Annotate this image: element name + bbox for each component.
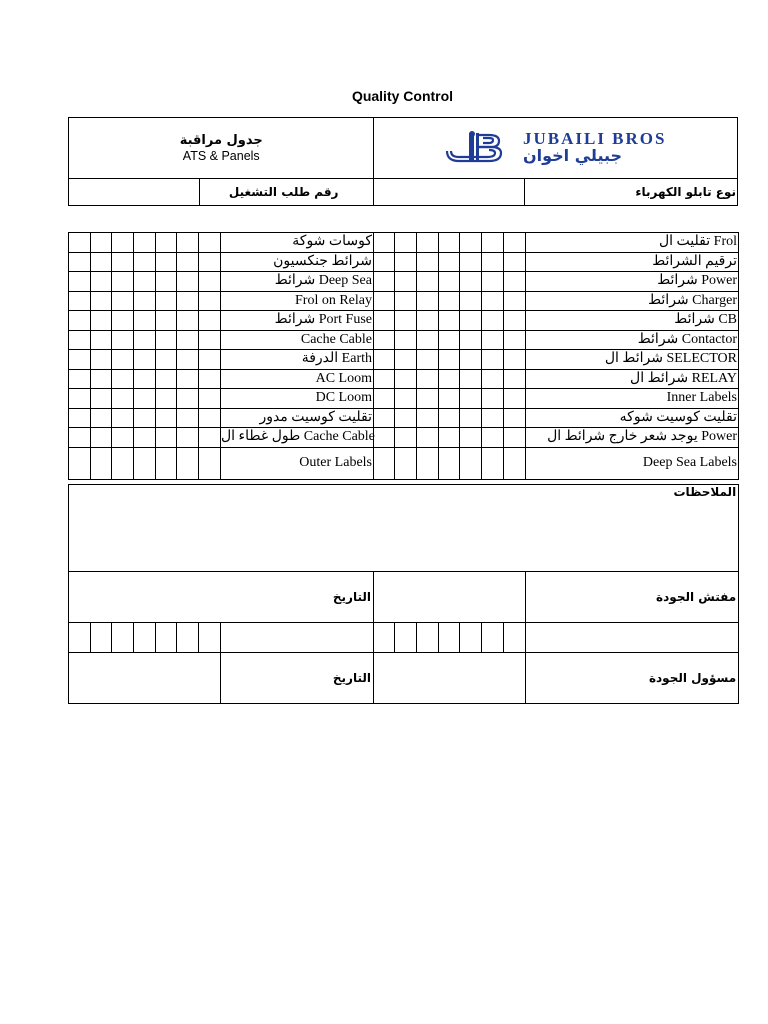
check-box-cell[interactable]: [91, 428, 112, 448]
check-box-cell[interactable]: [482, 272, 504, 292]
check-box-cell[interactable]: [417, 233, 439, 253]
check-box-cell[interactable]: [69, 369, 91, 389]
check-box-cell[interactable]: [69, 272, 91, 292]
right-item-label: تقليت كوسيت شوكه: [526, 408, 739, 428]
grid-cell[interactable]: [504, 623, 526, 653]
check-box-cell[interactable]: [199, 447, 221, 479]
check-box-cell[interactable]: [177, 252, 199, 272]
check-box-cell[interactable]: [134, 291, 156, 311]
check-box-cell[interactable]: [374, 272, 395, 292]
grid-cell[interactable]: [417, 623, 439, 653]
grid-cell[interactable]: [482, 623, 504, 653]
check-box-cell[interactable]: [156, 330, 177, 350]
left-item-label: شرائط Deep Sea: [221, 272, 374, 292]
check-box-cell[interactable]: [460, 311, 482, 331]
inspector-signature[interactable]: [374, 572, 526, 623]
check-box-cell[interactable]: [91, 408, 112, 428]
left-item-label: Cache Cable: [221, 330, 374, 350]
right-item-label: شرائط Contactor: [526, 330, 739, 350]
company-logo: [374, 131, 737, 165]
check-box-cell[interactable]: [395, 389, 417, 409]
date-cell-1[interactable]: [69, 572, 374, 623]
check-box-cell[interactable]: [199, 389, 221, 409]
check-box-cell[interactable]: [460, 233, 482, 253]
right-item-label: شرائط Charger: [526, 291, 739, 311]
notes-area[interactable]: [69, 485, 739, 572]
right-item-label: شرائط ال SELECTOR: [526, 350, 739, 370]
logo-name-english: JUBAILI BROS: [522, 129, 667, 148]
check-box-cell[interactable]: [112, 428, 134, 448]
table-row: [69, 291, 739, 311]
table-row: [69, 350, 739, 370]
check-box-cell[interactable]: [199, 369, 221, 389]
form-name-cell: [69, 118, 374, 179]
check-box-cell[interactable]: [69, 408, 91, 428]
check-box-cell[interactable]: [504, 252, 526, 272]
check-box-cell[interactable]: [199, 428, 221, 448]
check-box-cell[interactable]: [460, 408, 482, 428]
check-box-cell[interactable]: [112, 291, 134, 311]
check-box-cell[interactable]: [134, 330, 156, 350]
footer-table: [68, 484, 739, 704]
logo-name-arabic: جبيلي اخوان: [522, 146, 623, 165]
check-box-cell[interactable]: [482, 428, 504, 448]
check-box-cell[interactable]: [374, 252, 395, 272]
check-box-cell[interactable]: [417, 447, 439, 479]
check-box-cell[interactable]: [112, 233, 134, 253]
check-box-cell[interactable]: [199, 330, 221, 350]
check-box-cell[interactable]: [199, 408, 221, 428]
check-box-cell[interactable]: [156, 291, 177, 311]
grid-cell[interactable]: [134, 623, 156, 653]
check-box-cell[interactable]: [134, 311, 156, 331]
check-box-cell[interactable]: [504, 233, 526, 253]
logo-cell: [374, 118, 738, 179]
check-box-cell[interactable]: [504, 272, 526, 292]
check-box-cell[interactable]: [417, 291, 439, 311]
table-row: [69, 311, 739, 331]
check-box-cell[interactable]: [156, 369, 177, 389]
left-item-label: DC Loom: [221, 389, 374, 409]
check-box-cell[interactable]: [374, 389, 395, 409]
check-box-cell[interactable]: [177, 272, 199, 292]
check-box-cell[interactable]: [134, 272, 156, 292]
check-box-cell[interactable]: [112, 408, 134, 428]
table-row: [69, 330, 739, 350]
left-item-label: Outer Labels: [221, 447, 374, 479]
check-box-cell[interactable]: [134, 369, 156, 389]
check-box-cell[interactable]: [417, 311, 439, 331]
table-row: [69, 272, 739, 292]
grid-cell[interactable]: [156, 623, 177, 653]
check-box-cell[interactable]: [91, 252, 112, 272]
check-box-cell[interactable]: [417, 350, 439, 370]
check-box-cell[interactable]: [439, 447, 460, 479]
check-box-cell[interactable]: [417, 272, 439, 292]
form-name-arabic: جدول مراقبة: [179, 132, 263, 148]
check-box-cell[interactable]: [439, 252, 460, 272]
check-box-cell[interactable]: [91, 272, 112, 292]
check-box-cell[interactable]: [504, 428, 526, 448]
left-item-label: طول غطاء ال Cache Cable: [221, 428, 374, 448]
check-box-cell[interactable]: [134, 447, 156, 479]
check-box-cell[interactable]: [460, 428, 482, 448]
check-box-cell[interactable]: [460, 369, 482, 389]
check-box-cell[interactable]: [69, 447, 91, 479]
manager-cell: [526, 653, 739, 704]
check-box-cell[interactable]: [482, 252, 504, 272]
grid-cell[interactable]: [460, 623, 482, 653]
check-box-cell[interactable]: [460, 350, 482, 370]
check-box-cell[interactable]: [374, 291, 395, 311]
left-item-label: Frol on Relay: [221, 291, 374, 311]
check-box-cell[interactable]: [177, 330, 199, 350]
check-box-cell[interactable]: [460, 272, 482, 292]
inspector-cell: [526, 572, 739, 623]
check-box-cell[interactable]: [374, 233, 395, 253]
check-box-cell[interactable]: [134, 350, 156, 370]
check-box-cell[interactable]: [91, 369, 112, 389]
check-box-cell[interactable]: [112, 272, 134, 292]
work-order-label: رقم طلب التشغيل: [199, 179, 374, 206]
grid-cell[interactable]: [199, 623, 221, 653]
check-box-cell[interactable]: [439, 428, 460, 448]
check-box-cell[interactable]: [91, 447, 112, 479]
table-row: [69, 233, 739, 253]
check-box-cell[interactable]: [504, 350, 526, 370]
check-box-cell[interactable]: [417, 330, 439, 350]
table-row: [69, 408, 739, 428]
check-box-cell[interactable]: [395, 330, 417, 350]
right-item-label: شرائط CB: [526, 311, 739, 331]
notes-label: الملاحظات: [673, 485, 737, 499]
check-box-cell[interactable]: [395, 408, 417, 428]
check-box-cell[interactable]: [199, 350, 221, 370]
check-box-cell[interactable]: [199, 252, 221, 272]
check-box-cell[interactable]: [156, 233, 177, 253]
check-box-cell[interactable]: [395, 428, 417, 448]
check-box-cell[interactable]: [374, 311, 395, 331]
check-box-cell[interactable]: [395, 369, 417, 389]
check-box-cell[interactable]: [374, 350, 395, 370]
check-box-cell[interactable]: [177, 233, 199, 253]
right-item-label: يوجد شعر خارج شرائط ال Power: [526, 428, 739, 448]
check-box-cell[interactable]: [69, 428, 91, 448]
check-box-cell[interactable]: [177, 350, 199, 370]
check-box-cell[interactable]: [112, 252, 134, 272]
check-box-cell[interactable]: [199, 291, 221, 311]
check-box-cell[interactable]: [482, 447, 504, 479]
check-box-cell[interactable]: [91, 233, 112, 253]
date-cell-2[interactable]: [221, 653, 374, 704]
check-box-cell[interactable]: [482, 291, 504, 311]
grid-cell[interactable]: [69, 623, 91, 653]
table-row: [69, 447, 739, 479]
check-box-cell[interactable]: [460, 389, 482, 409]
table-row: [69, 428, 739, 448]
check-box-cell[interactable]: [439, 272, 460, 292]
check-box-cell[interactable]: [112, 389, 134, 409]
check-box-cell[interactable]: [91, 311, 112, 331]
right-item-label: شرائط Power: [526, 272, 739, 292]
check-box-cell[interactable]: [112, 447, 134, 479]
check-box-cell[interactable]: [69, 311, 91, 331]
check-box-cell[interactable]: [112, 330, 134, 350]
check-box-cell[interactable]: [177, 389, 199, 409]
grid-cell[interactable]: [395, 623, 417, 653]
check-box-cell[interactable]: [460, 447, 482, 479]
check-box-cell[interactable]: [156, 350, 177, 370]
check-box-cell[interactable]: [439, 408, 460, 428]
right-item-label: Deep Sea Labels: [526, 447, 739, 479]
left-item-label: تقليت كوسيت مدور: [221, 408, 374, 428]
check-box-cell[interactable]: [395, 291, 417, 311]
grid-cell[interactable]: [91, 623, 112, 653]
manager-signature[interactable]: [374, 653, 526, 704]
manager-label: مسؤول الجودة: [648, 671, 737, 685]
check-box-cell[interactable]: [439, 389, 460, 409]
check-box-cell[interactable]: [177, 447, 199, 479]
check-box-cell[interactable]: [482, 311, 504, 331]
check-box-cell[interactable]: [482, 389, 504, 409]
check-box-cell[interactable]: [439, 330, 460, 350]
check-box-cell[interactable]: [112, 350, 134, 370]
check-box-cell[interactable]: [156, 252, 177, 272]
check-box-cell[interactable]: [69, 233, 91, 253]
check-box-cell[interactable]: [395, 272, 417, 292]
signature-grid-row: [69, 623, 739, 653]
check-box-cell[interactable]: [374, 428, 395, 448]
grid-cell[interactable]: [374, 623, 395, 653]
check-box-cell[interactable]: [177, 291, 199, 311]
check-box-cell[interactable]: [482, 350, 504, 370]
check-box-cell[interactable]: [199, 311, 221, 331]
check-box-cell[interactable]: [156, 408, 177, 428]
check-box-cell[interactable]: [91, 350, 112, 370]
check-box-cell[interactable]: [199, 272, 221, 292]
check-box-cell[interactable]: [504, 330, 526, 350]
check-box-cell[interactable]: [177, 369, 199, 389]
check-box-cell[interactable]: [177, 311, 199, 331]
check-box-cell[interactable]: [482, 330, 504, 350]
check-box-cell[interactable]: [460, 330, 482, 350]
grid-cell[interactable]: [112, 623, 134, 653]
check-box-cell[interactable]: [134, 428, 156, 448]
check-box-cell[interactable]: [69, 252, 91, 272]
check-box-cell[interactable]: [69, 291, 91, 311]
check-box-cell[interactable]: [417, 408, 439, 428]
check-box-cell[interactable]: [395, 447, 417, 479]
date-label-1: التاريخ: [332, 590, 371, 604]
check-box-cell[interactable]: [482, 369, 504, 389]
check-box-cell[interactable]: [91, 330, 112, 350]
check-box-cell[interactable]: [504, 291, 526, 311]
panel-type-value[interactable]: [374, 179, 525, 206]
check-box-cell[interactable]: [417, 389, 439, 409]
check-box-cell[interactable]: [69, 350, 91, 370]
right-item-label: شرائط ال RELAY: [526, 369, 739, 389]
check-box-cell[interactable]: [134, 389, 156, 409]
check-box-cell[interactable]: [91, 389, 112, 409]
form-name-english: ATS & Panels: [182, 148, 260, 163]
blank-cell[interactable]: [69, 653, 221, 704]
check-box-cell[interactable]: [482, 233, 504, 253]
table-row: [69, 369, 739, 389]
check-box-cell[interactable]: [439, 233, 460, 253]
check-box-cell[interactable]: [504, 408, 526, 428]
check-box-cell[interactable]: [417, 252, 439, 272]
right-item-label: Inner Labels: [526, 389, 739, 409]
check-box-cell[interactable]: [156, 272, 177, 292]
check-box-cell[interactable]: [439, 350, 460, 370]
jb-monogram-icon: [445, 131, 517, 165]
check-box-cell[interactable]: [156, 447, 177, 479]
check-box-cell[interactable]: [177, 408, 199, 428]
check-box-cell[interactable]: [374, 330, 395, 350]
check-box-cell[interactable]: [112, 311, 134, 331]
check-box-cell[interactable]: [134, 233, 156, 253]
check-box-cell[interactable]: [395, 311, 417, 331]
inspector-label: مفتش الجودة: [656, 590, 737, 604]
check-box-cell[interactable]: [439, 291, 460, 311]
check-box-cell[interactable]: [156, 389, 177, 409]
check-box-cell[interactable]: [417, 428, 439, 448]
grid-cell[interactable]: [177, 623, 199, 653]
left-item-label: كوسات شوكة: [221, 233, 374, 253]
check-box-cell[interactable]: [482, 408, 504, 428]
check-box-cell[interactable]: [439, 311, 460, 331]
check-box-cell[interactable]: [395, 350, 417, 370]
check-box-cell[interactable]: [460, 291, 482, 311]
check-box-cell[interactable]: [374, 408, 395, 428]
check-box-cell[interactable]: [504, 311, 526, 331]
grid-cell[interactable]: [439, 623, 460, 653]
panel-type-label: نوع تابلو الكهرباء: [525, 179, 738, 206]
left-item-label: شرائط جنكسيون: [221, 252, 374, 272]
check-box-cell[interactable]: [439, 369, 460, 389]
check-box-cell[interactable]: [112, 369, 134, 389]
grid-cell[interactable]: [221, 623, 374, 653]
check-box-cell[interactable]: [504, 369, 526, 389]
table-row: [69, 252, 739, 272]
check-box-cell[interactable]: [156, 311, 177, 331]
grid-cell[interactable]: [526, 623, 739, 653]
check-box-cell[interactable]: [395, 233, 417, 253]
check-box-cell[interactable]: [69, 389, 91, 409]
check-box-cell[interactable]: [395, 252, 417, 272]
right-item-label: ترقيم الشرائط: [526, 252, 739, 272]
check-box-cell[interactable]: [177, 428, 199, 448]
check-box-cell[interactable]: [156, 428, 177, 448]
page-title: Quality Control: [351, 88, 454, 104]
check-box-cell[interactable]: [199, 233, 221, 253]
left-item-label: AC Loom: [221, 369, 374, 389]
left-item-label: الدرفة Earth: [221, 350, 374, 370]
check-box-cell[interactable]: [134, 252, 156, 272]
check-box-cell[interactable]: [460, 252, 482, 272]
check-box-cell[interactable]: [134, 408, 156, 428]
check-box-cell[interactable]: [374, 447, 395, 479]
date-label-2: التاريخ: [332, 671, 371, 685]
check-box-cell[interactable]: [504, 389, 526, 409]
checklist-table: [68, 232, 739, 480]
right-item-label: تقليت ال Frol: [526, 233, 739, 253]
header-table: [68, 117, 738, 206]
check-box-cell[interactable]: [417, 369, 439, 389]
work-order-value[interactable]: [69, 179, 200, 206]
check-box-cell[interactable]: [69, 330, 91, 350]
check-box-cell[interactable]: [91, 291, 112, 311]
check-box-cell[interactable]: [504, 447, 526, 479]
check-box-cell[interactable]: [374, 369, 395, 389]
left-item-label: شرائط Port Fuse: [221, 311, 374, 331]
table-row: [69, 389, 739, 409]
